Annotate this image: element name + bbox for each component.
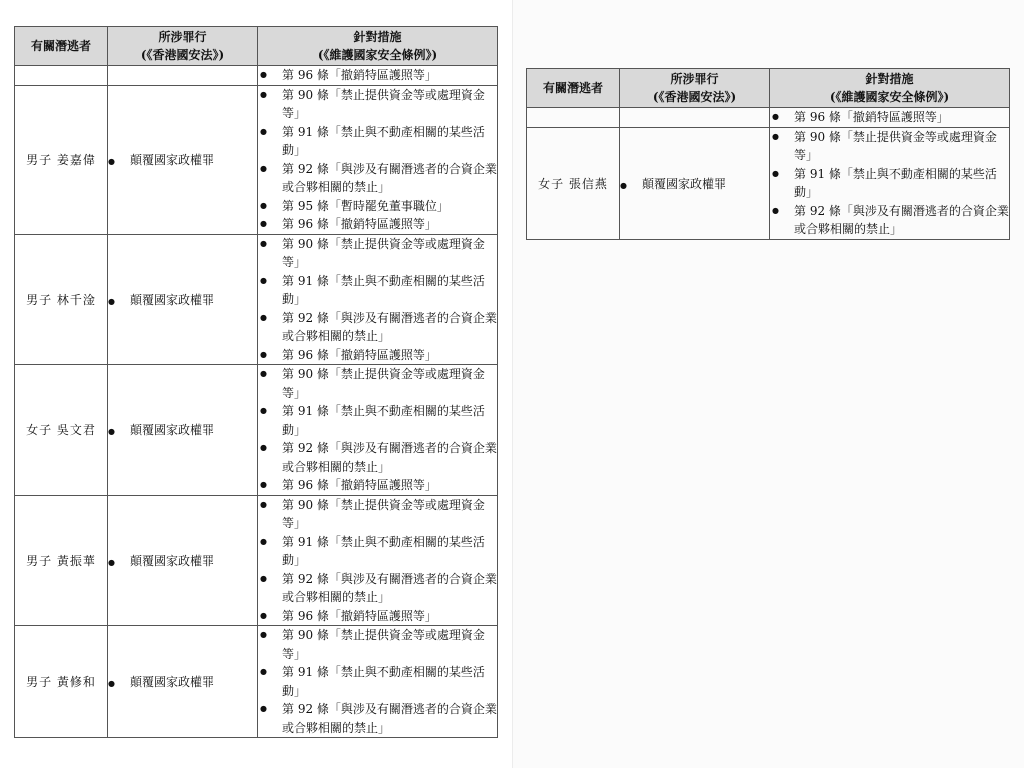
- measure-item: ● 第 92 條「與涉及有關潛逃者的合資企業或合夥相關的禁止」: [258, 700, 497, 737]
- table-row: [15, 365, 498, 496]
- offence-cell: [620, 127, 770, 239]
- bullet-icon: ●: [108, 427, 115, 437]
- measures-cell: [258, 85, 498, 234]
- offence-text: 顛覆國家政權罪: [130, 675, 215, 689]
- table-row: [15, 85, 498, 234]
- offence-text: 顛覆國家政權罪: [130, 292, 215, 307]
- measures-cell: [258, 626, 498, 738]
- bullet-icon: ●: [108, 679, 115, 688]
- measure-item: ● 第 91 條「禁止與不動產相關的某些活動」: [258, 533, 497, 570]
- table-row-continuation: [15, 66, 498, 86]
- measure-item: ● 第 91 條「禁止與不動產相關的某些活動」: [770, 165, 1009, 202]
- offence-text: 顛覆國家政權罪: [130, 153, 215, 167]
- measure-item: ● 第 96 條「撤銷特區護照等」: [258, 476, 497, 495]
- person-name: 女子 吳文君: [15, 365, 108, 496]
- offence-text: 顛覆國家政權罪: [130, 423, 215, 438]
- measure-item: ● 第 92 條「與涉及有關潛逃者的合資企業或合夥相關的禁止」: [258, 309, 497, 346]
- measures-cell: [258, 365, 498, 496]
- measures-list: [258, 86, 497, 234]
- offence-text: 顛覆國家政權罪: [130, 553, 215, 568]
- person-name: 男子 黃振華: [15, 495, 108, 626]
- measures-cell: [258, 66, 498, 86]
- measures-cell: [258, 495, 498, 626]
- empty-cell: [108, 66, 258, 86]
- measure-item: ● 第 96 條「撤銷特區護照等」: [258, 346, 497, 365]
- measure-item: ● 第 90 條「禁止提供資金等或處理資金等」: [258, 365, 497, 402]
- right-rows: [527, 127, 1010, 239]
- measure-item: ● 第 92 條「與涉及有關潛逃者的合資企業或合夥相關的禁止」: [770, 202, 1009, 239]
- offence-cell: [108, 495, 258, 626]
- measure-item: ● 第 91 條「禁止與不動產相關的某些活動」: [258, 402, 497, 439]
- table-header-row: [527, 69, 1010, 108]
- measures-list: [258, 626, 497, 737]
- measures-list: [770, 128, 1009, 239]
- measure-item: ● 第 91 條「禁止與不動產相關的某些活動」: [258, 272, 497, 309]
- measure-item: ● 第 90 條「禁止提供資金等或處理資金等」: [258, 496, 497, 533]
- header-offence: 所涉罪行 (《香港國安法》): [620, 69, 770, 108]
- table-row: [15, 234, 498, 365]
- measures-cell: [770, 108, 1010, 128]
- person-name: 女子 張信燕: [527, 127, 620, 239]
- offence-cell: [108, 626, 258, 738]
- measures-list: [258, 235, 497, 365]
- offence-cell: [108, 365, 258, 496]
- measure-item: ● 第 95 條「暫時罷免董事職位」: [258, 197, 497, 216]
- person-name: 男子 林千淦: [15, 234, 108, 365]
- person-name: 男子 姜嘉偉: [15, 85, 108, 234]
- table-row: [15, 495, 498, 626]
- measures-list: [258, 365, 497, 495]
- measure-item: ● 第 90 條「禁止提供資金等或處理資金等」: [258, 626, 497, 663]
- absconder-measures-table-right: [526, 68, 1010, 240]
- measures-cell: [770, 127, 1010, 239]
- measure-item: ● 第 96 條「撤銷特區護照等」: [258, 215, 497, 234]
- header-measures: 針對措施 (《維護國家安全條例》): [258, 27, 498, 66]
- measure-item: ● 第 92 條「與涉及有關潛逃者的合資企業或合夥相關的禁止」: [258, 439, 497, 476]
- header-offence: 所涉罪行 (《香港國安法》): [108, 27, 258, 66]
- offence-cell: [108, 234, 258, 365]
- bullet-icon: ●: [108, 557, 115, 567]
- measure-item: ● 第 90 條「禁止提供資金等或處理資金等」: [770, 128, 1009, 165]
- bullet-icon: ●: [108, 157, 115, 166]
- bullet-icon: ●: [108, 296, 115, 306]
- table-row: [15, 626, 498, 738]
- measure-item: ● 第 91 條「禁止與不動產相關的某些活動」: [258, 123, 497, 160]
- person-name: 男子 黃修和: [15, 626, 108, 738]
- header-person: 有關潛逃者: [15, 27, 108, 66]
- measure-item: ● 第 90 條「禁止提供資金等或處理資金等」: [258, 235, 497, 272]
- measure-item: ● 第 92 條「與涉及有關潛逃者的合資企業或合夥相關的禁止」: [258, 570, 497, 607]
- empty-cell: [15, 66, 108, 86]
- table-row: [527, 127, 1010, 239]
- measure-item: ● 第 96 條「撤銷特區護照等」: [258, 607, 497, 626]
- offence-text: 顛覆國家政權罪: [642, 176, 727, 191]
- header-measures: 針對措施 (《維護國家安全條例》): [770, 69, 1010, 108]
- measure-item: ● 第 92 條「與涉及有關潛逃者的合資企業或合夥相關的禁止」: [258, 160, 497, 197]
- absconder-measures-table-left: [14, 26, 498, 738]
- left-rows: [15, 85, 498, 738]
- table-row-continuation: [527, 108, 1010, 128]
- table-header-row: [15, 27, 498, 66]
- measure-item: ● 第 90 條「禁止提供資金等或處理資金等」: [258, 86, 497, 123]
- measure-item: ● 第 96 條「撤銷特區護照等」: [770, 108, 1009, 127]
- empty-cell: [620, 108, 770, 128]
- measure-item: ● 第 91 條「禁止與不動產相關的某些活動」: [258, 663, 497, 700]
- measure-item: ● 第 96 條「撤銷特區護照等」: [258, 66, 497, 85]
- measures-cell: [258, 234, 498, 365]
- bullet-icon: ●: [620, 180, 627, 190]
- right-document-page: [512, 0, 1024, 768]
- offence-cell: [108, 85, 258, 234]
- measures-list: [258, 496, 497, 626]
- header-person: 有關潛逃者: [527, 69, 620, 108]
- empty-cell: [527, 108, 620, 128]
